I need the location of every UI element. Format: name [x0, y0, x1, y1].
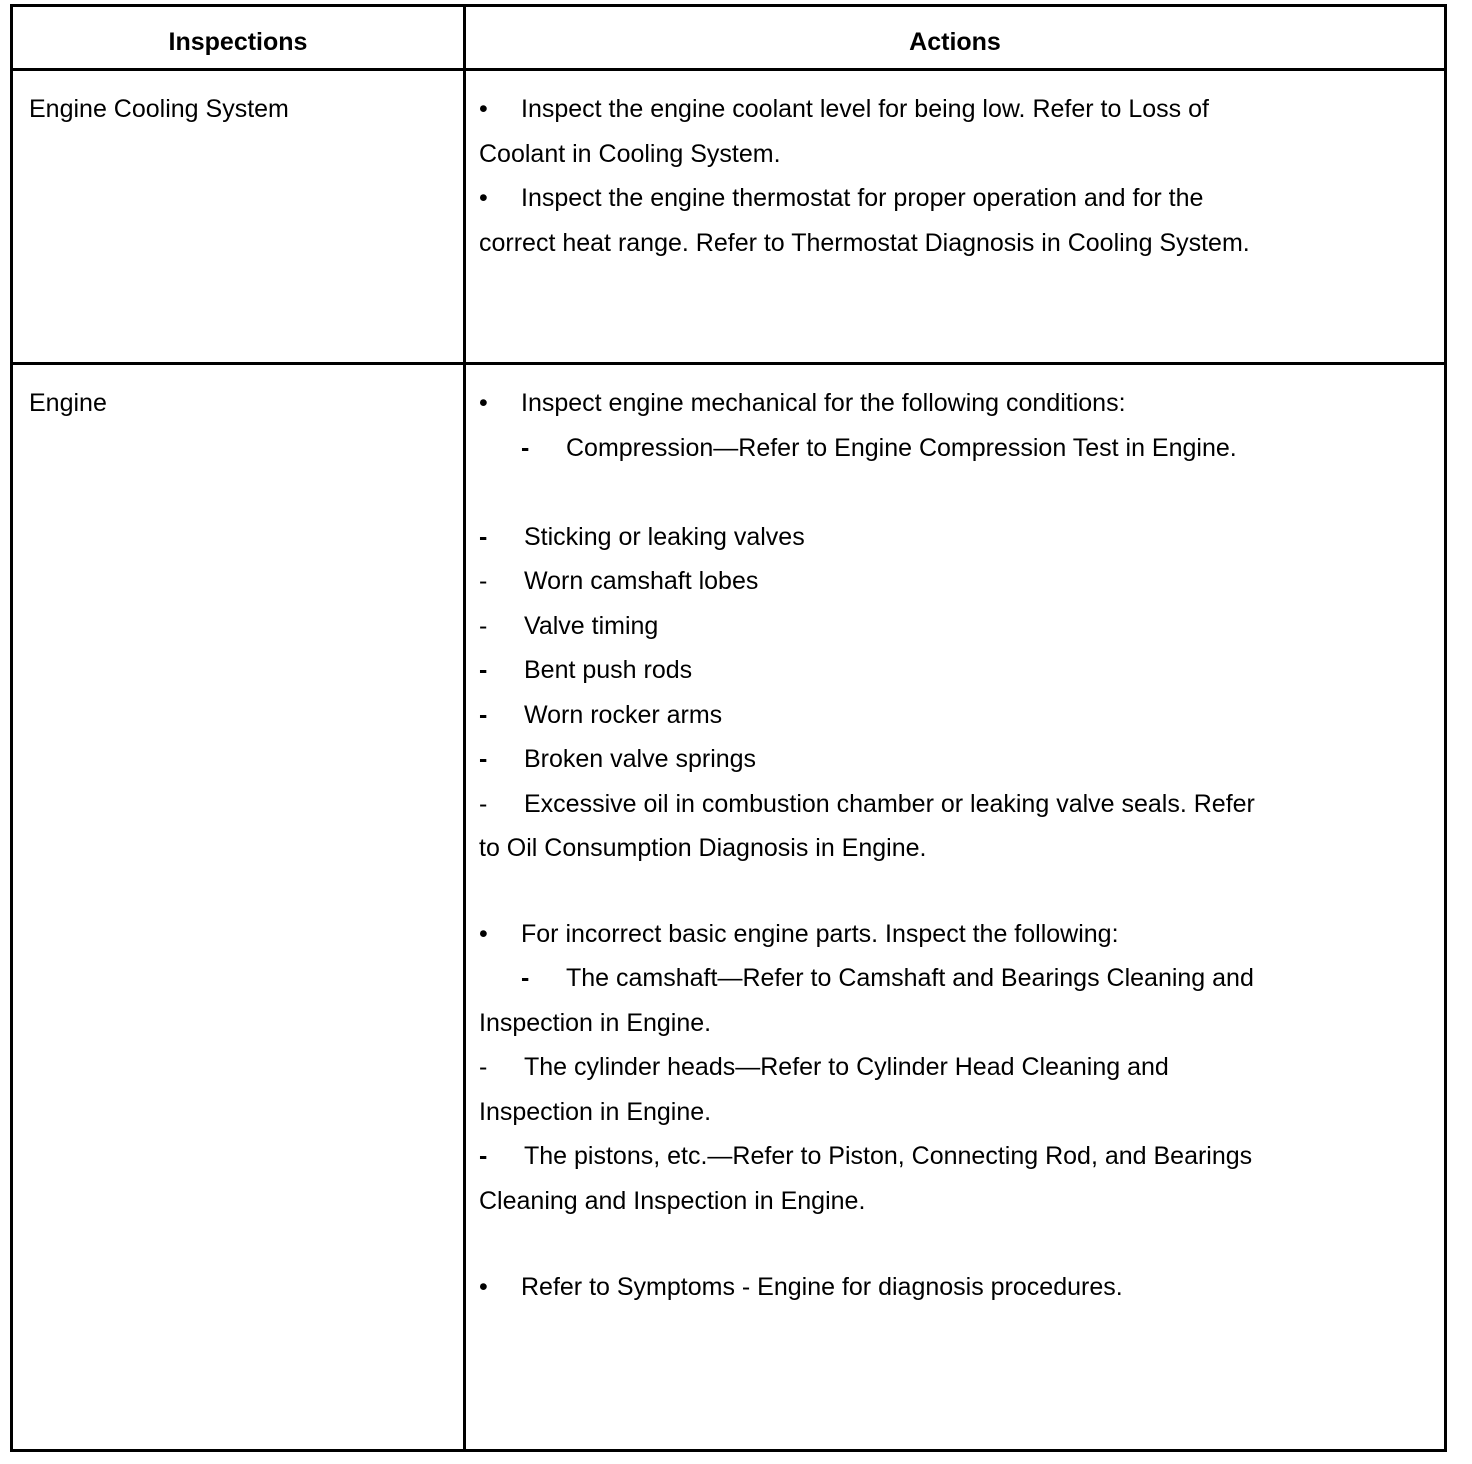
- action-text: The cylinder heads—Refer to Cylinder Head Cleaning and: [524, 1053, 1169, 1081]
- action-line: [479, 93, 1209, 125]
- action-line: [479, 918, 1119, 950]
- action-line: [479, 832, 926, 864]
- action-line: [479, 565, 758, 597]
- action-text: Valve timing: [524, 612, 659, 640]
- action-text: Inspect the engine coolant level for being low. Refer to Loss of: [521, 95, 1209, 123]
- diagnosis-table: [10, 4, 1447, 1452]
- action-line: [479, 1096, 711, 1128]
- action-text: Worn rocker arms: [524, 701, 723, 729]
- row-title-engine: Engine: [29, 389, 107, 417]
- bullet-marker: •: [479, 920, 488, 948]
- action-text: Cleaning and Inspection in Engine.: [479, 1187, 866, 1215]
- action-line: [479, 182, 1203, 214]
- dash-marker: -: [479, 1053, 488, 1081]
- action-text: Coolant in Cooling System.: [479, 140, 781, 168]
- action-text: Refer to Symptoms - Engine for diagnosis procedures.: [521, 1273, 1123, 1301]
- bullet-marker: •: [479, 184, 488, 212]
- action-text: Worn camshaft lobes: [524, 567, 759, 595]
- action-line: [479, 227, 1250, 259]
- action-line: [479, 788, 1255, 820]
- action-line: [479, 743, 756, 775]
- dash-marker: -: [479, 612, 488, 640]
- action-line: [479, 432, 1237, 464]
- action-text: Bent push rods: [524, 656, 693, 684]
- action-line: [479, 521, 805, 553]
- action-line: [479, 610, 658, 642]
- action-text: The camshaft—Refer to Camshaft and Bearings Cleaning and: [566, 964, 1254, 992]
- dash-marker: -: [479, 1142, 488, 1170]
- action-line: [479, 962, 1254, 994]
- action-line: [479, 1185, 865, 1217]
- action-line: [479, 1051, 1169, 1083]
- header-inspections: Inspections: [168, 28, 308, 56]
- row-title-engine-cooling-system: Engine Cooling System: [29, 95, 289, 123]
- column-divider: [463, 7, 466, 1449]
- action-line: [479, 654, 692, 686]
- action-text: Compression—Refer to Engine Compression Test in Engine.: [566, 434, 1237, 462]
- dash-marker: -: [479, 567, 488, 595]
- action-text: Broken valve springs: [524, 745, 757, 773]
- dash-marker: -: [479, 523, 488, 551]
- action-line: [479, 699, 722, 731]
- action-text: to Oil Consumption Diagnosis in Engine.: [479, 834, 927, 862]
- dash-marker: -: [479, 745, 488, 773]
- dash-marker: -: [521, 964, 530, 992]
- bullet-marker: •: [479, 95, 488, 123]
- dash-marker: -: [521, 434, 530, 462]
- action-text: The pistons, etc.—Refer to Piston, Connecting Rod, and Bearings: [524, 1142, 1253, 1170]
- action-line: [479, 1007, 711, 1039]
- dash-marker: -: [479, 790, 488, 818]
- dash-marker: -: [479, 656, 488, 684]
- dash-marker: -: [479, 701, 488, 729]
- action-line: [479, 1140, 1252, 1172]
- action-line: [479, 387, 1126, 419]
- bullet-marker: •: [479, 1273, 488, 1301]
- bullet-marker: •: [479, 389, 488, 417]
- action-text: For incorrect basic engine parts. Inspect the following:: [521, 920, 1119, 948]
- action-text: correct heat range. Refer to Thermostat Diagnosis in Cooling System.: [479, 229, 1250, 257]
- action-text: Inspection in Engine.: [479, 1009, 712, 1037]
- action-text: Excessive oil in combustion chamber or leaking valve seals. Refer: [524, 790, 1255, 818]
- action-text: Inspection in Engine.: [479, 1098, 712, 1126]
- action-text: Sticking or leaking valves: [524, 523, 805, 551]
- row-divider: [13, 362, 1444, 365]
- action-text: Inspect engine mechanical for the following conditions:: [521, 389, 1126, 417]
- action-line: [479, 1271, 1123, 1303]
- action-line: [479, 138, 781, 170]
- action-text: Inspect the engine thermostat for proper operation and for the: [521, 184, 1204, 212]
- header-actions: Actions: [909, 28, 1001, 56]
- header-divider: [13, 68, 1444, 71]
